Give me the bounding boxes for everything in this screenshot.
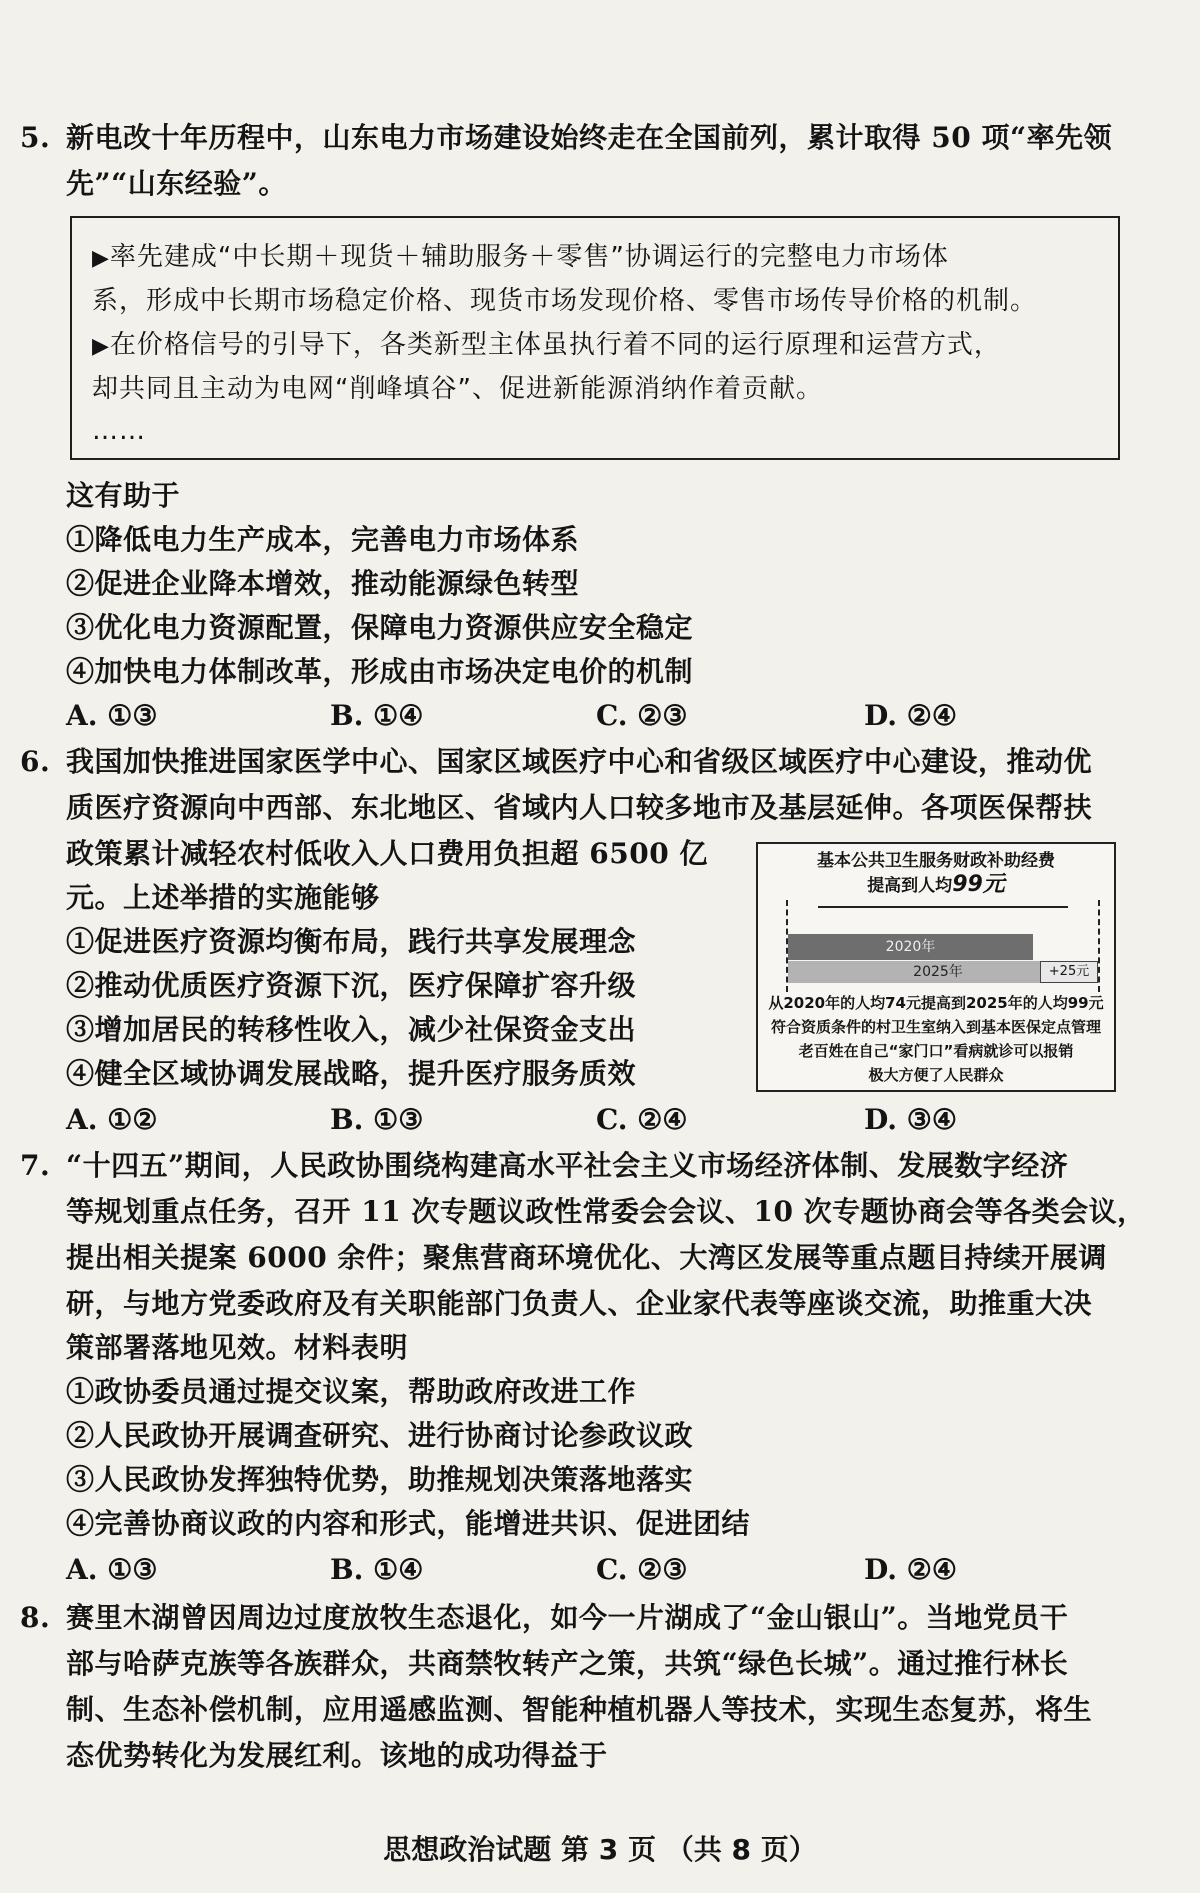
figure-caption-line: 符合资质条件的村卫生室纳入到基本医保定点管理 (770, 1018, 1101, 1036)
question-number: 7. (20, 1149, 51, 1182)
option-1: ①政协委员通过提交议案，帮助政府改进工作 (66, 1375, 637, 1408)
question-stem-line: 赛里木湖曾因周边过度放牧生态退化，如今一片湖成了“金山银山”。当地党员干 (66, 1601, 1069, 1634)
question-number: 8. (20, 1601, 51, 1634)
choice-d[interactable]: D. ②④ (864, 699, 957, 732)
option-4: ④健全区域协调发展战略，提升医疗服务质效 (66, 1057, 637, 1090)
question-stem-line: 策部署落地见效。材料表明 (66, 1331, 409, 1364)
figure-highlight-value: 99元 (952, 872, 1005, 897)
question-stem-line: 制、生态补偿机制，应用遥感监测、智能种植机器人等技术，实现生态复苏，将生 (66, 1693, 1093, 1726)
triangle-bullet-icon: ▶ (92, 246, 110, 271)
choice-a[interactable]: A. ①② (66, 1103, 158, 1136)
choice-d[interactable]: D. ③④ (864, 1103, 957, 1136)
question-stem-line: “十四五”期间，人民政协围绕构建高水平社会主义市场经济体制、发展数字经济 (66, 1149, 1069, 1182)
question-stem-line: 等规划重点任务，召开 11 次专题议政性常委会会议、10 次专题协商会等各类会议， (66, 1195, 1146, 1228)
question-stem-line: 部与哈萨克族等各族群众，共商禁牧转产之策，共筑“绿色长城”。通过推行林长 (66, 1647, 1069, 1680)
choice-a[interactable]: A. ①③ (66, 699, 158, 732)
option-2: ②人民政协开展调查研究、进行协商讨论参政议政 (66, 1419, 694, 1452)
choice-c[interactable]: C. ②④ (596, 1103, 688, 1136)
material-ellipsis: …… (92, 416, 146, 446)
question-lead: 这有助于 (66, 479, 181, 512)
question-stem-line: 元。上述举措的实施能够 (66, 881, 380, 914)
question-stem-line: 我国加快推进国家医学中心、国家区域医疗中心和省级区域医疗中心建设，推动优 (66, 745, 1093, 778)
question-stem-line: 态优势转化为发展红利。该地的成功得益于 (66, 1739, 608, 1772)
option-2: ②推动优质医疗资源下沉，医疗保障扩容升级 (66, 969, 637, 1002)
material-line: ▶率先建成“中长期＋现货＋辅助服务＋零售”协调运行的完整电力市场体 (92, 242, 949, 272)
option-3: ③增加居民的转移性收入，减少社保资金支出 (66, 1013, 637, 1046)
option-4: ④完善协商议政的内容和形式，能增进共识、促进团结 (66, 1507, 751, 1540)
question-stem-line: 政策累计减轻农村低收入人口费用负担超 6500 亿 (66, 837, 708, 870)
option-2: ②促进企业降本增效，推动能源绿色转型 (66, 567, 580, 600)
option-4: ④加快电力体制改革，形成由市场决定电价的机制 (66, 655, 694, 688)
bar-2025: 2025年 (788, 961, 1088, 983)
triangle-bullet-icon: ▶ (92, 334, 110, 359)
question-stem-line: 质医疗资源向中西部、东北地区、省域内人口较多地市及基层延伸。各项医保帮扶 (66, 791, 1093, 824)
choice-c[interactable]: C. ②③ (596, 1553, 688, 1586)
bracket-line (818, 906, 1068, 908)
question-stem-line: 新电改十年历程中，山东电力市场建设始终走在全国前列，累计取得 50 项“率先领 (66, 121, 1113, 154)
question-stem-line: 提出相关提案 6000 余件；聚焦营商环境优化、大湾区发展等重点题目持续开展调 (66, 1241, 1107, 1274)
choice-d[interactable]: D. ②④ (864, 1553, 957, 1586)
choice-a[interactable]: A. ①③ (66, 1553, 158, 1586)
question-stem-line: 研，与地方党委政府及有关职能部门负责人、企业家代表等座谈交流，助推重大决 (66, 1287, 1093, 1320)
figure-caption-line: 从2020年的人均74元提高到2025年的人均99元 (768, 994, 1104, 1012)
material-box (70, 216, 1120, 460)
figure-caption-line: 老百姓在自己“家门口”看病就诊可以报销 (798, 1042, 1074, 1060)
figure-caption-line: 极大方便了人民群众 (868, 1066, 1004, 1084)
question-stem-line: 先”“山东经验”。 (66, 167, 287, 200)
option-1: ①降低电力生产成本，完善电力市场体系 (66, 523, 580, 556)
subsidy-figure (756, 842, 1116, 1092)
option-1: ①促进医疗资源均衡布局，践行共享发展理念 (66, 925, 637, 958)
option-3: ③人民政协发挥独特优势，助推规划决策落地落实 (66, 1463, 694, 1496)
choice-b[interactable]: B. ①③ (330, 1103, 424, 1136)
figure-title-line: 基本公共卫生服务财政补助经费 (817, 851, 1055, 871)
dashed-marker (1098, 900, 1100, 992)
choice-c[interactable]: C. ②③ (596, 699, 688, 732)
material-line: 却共同且主动为电网“削峰填谷”、促进新能源消纳作着贡献。 (92, 374, 823, 404)
figure-title-line: 提高到人均99元 (867, 872, 1005, 897)
question-number: 6. (20, 745, 51, 778)
increment-label: +25元 (1040, 961, 1098, 983)
question-number: 5. (20, 121, 51, 154)
choice-b[interactable]: B. ①④ (330, 699, 424, 732)
bar-2020: 2020年 (788, 934, 1033, 960)
material-line: 系，形成中长期市场稳定价格、现货市场发现价格、零售市场传导价格的机制。 (92, 286, 1038, 316)
page-footer: 思想政治试题 第 3 页 （共 8 页） (383, 1833, 817, 1866)
option-3: ③优化电力资源配置，保障电力资源供应安全稳定 (66, 611, 694, 644)
choice-b[interactable]: B. ①④ (330, 1553, 424, 1586)
material-line: ▶在价格信号的引导下，各类新型主体虽执行着不同的运行原理和运营方式， (92, 330, 1001, 360)
